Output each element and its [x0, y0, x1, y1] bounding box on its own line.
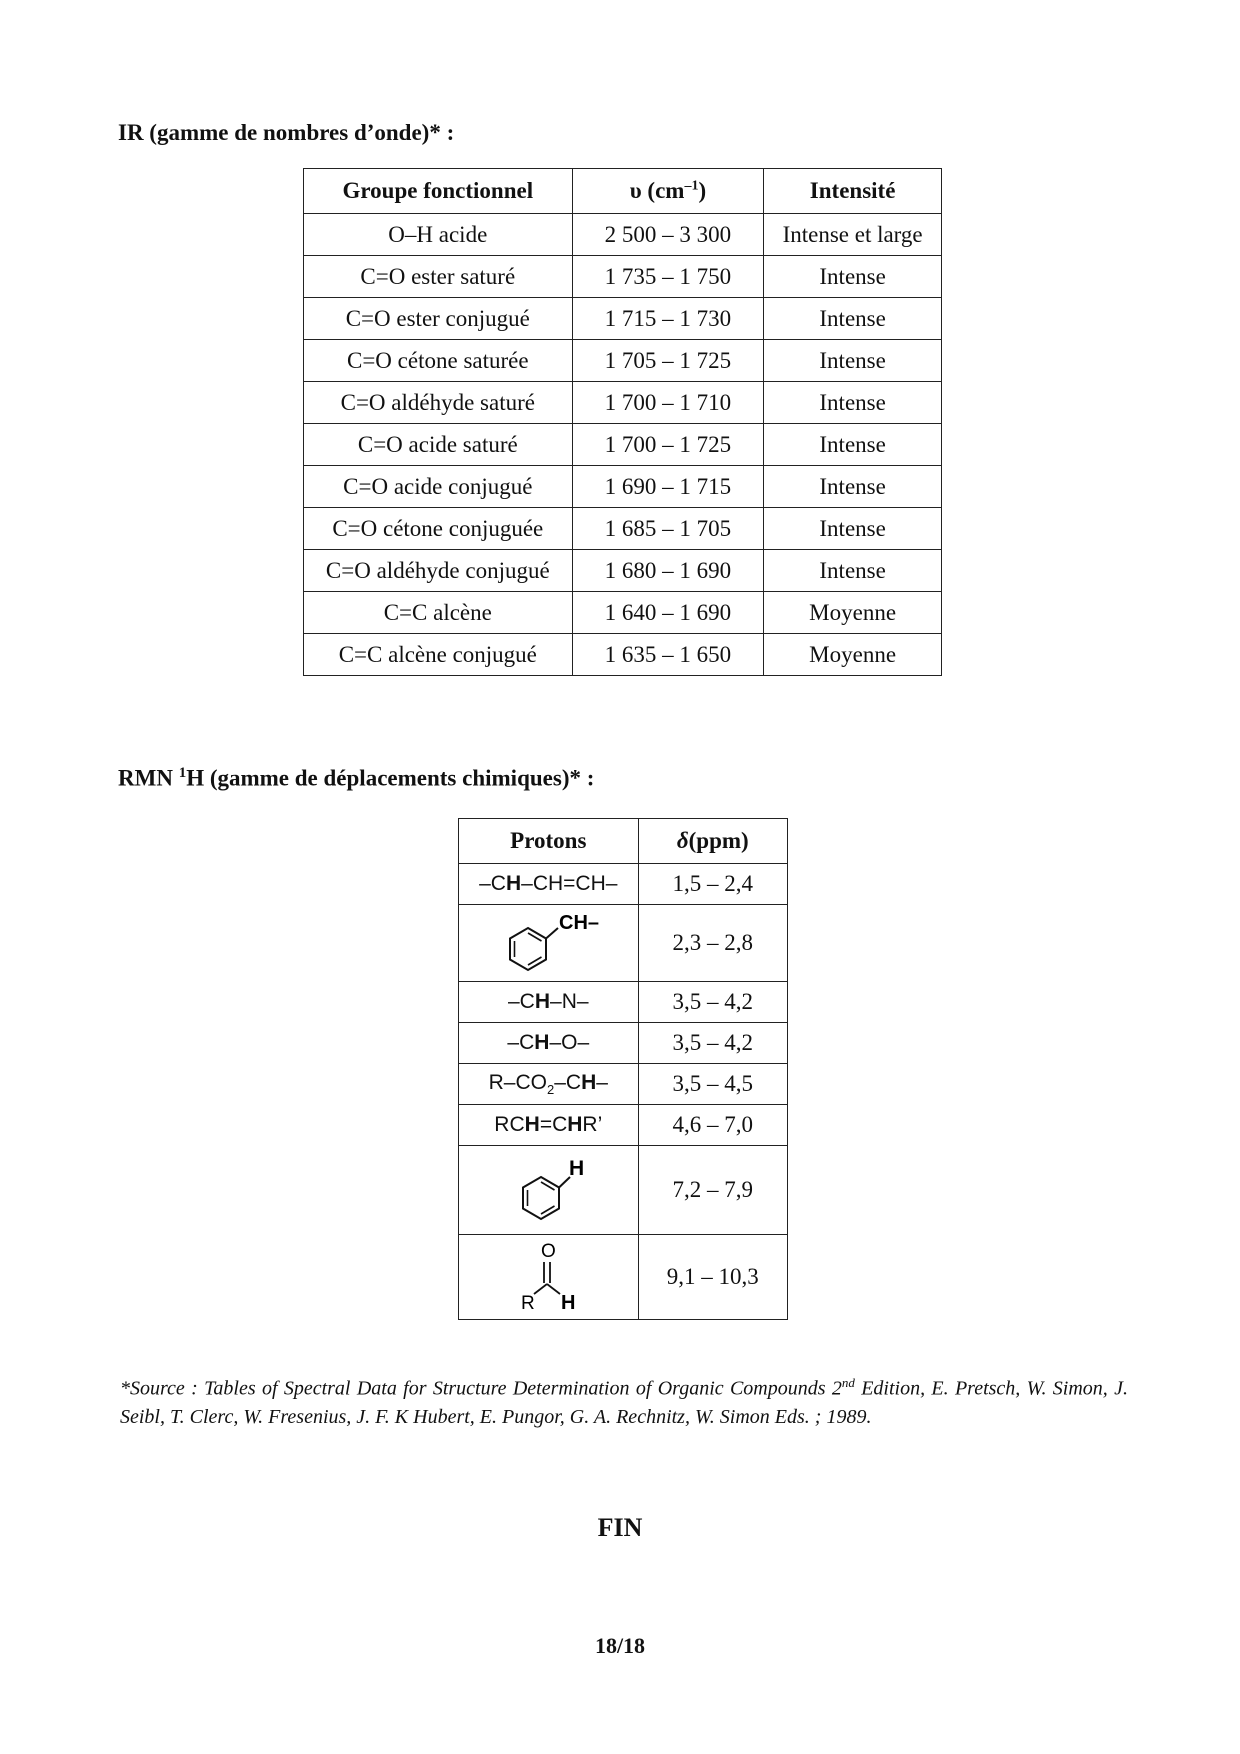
end-marker: FIN — [597, 1513, 643, 1542]
source-post: Edition, E. Pretsch, W. Simon, J. Seibl, T. Clerc, W. Fresenius, J. F. K Hubert, E. Pungor, G. A. Rechnitz, W. Simon Eds. ; 1989. — [120, 1377, 1129, 1428]
nu-symbol: υ — [629, 178, 642, 203]
ir-group-cell: C=O acide conjugué — [304, 466, 573, 508]
ir-header-row — [304, 169, 942, 214]
ir-range-cell: 1 635 – 1 650 — [572, 634, 764, 676]
nmr-protons-cell — [459, 1023, 639, 1064]
ir-group-cell: C=O cétone saturée — [304, 340, 573, 382]
ir-table — [303, 168, 942, 676]
ir-intensity-cell: Intense et large — [764, 214, 942, 256]
struct-ch-label: CH– — [559, 912, 600, 934]
ir-group-cell: C=O cétone conjuguée — [304, 508, 573, 550]
ir-group-cell: C=C alcène — [304, 592, 573, 634]
proton-bold-h: H — [581, 1070, 597, 1094]
ir-row — [304, 214, 942, 256]
nmr-heading-post: H (gamme de déplacements chimiques)* : — [186, 765, 595, 791]
nmr-protons-cell — [459, 864, 639, 905]
nmr-row — [459, 982, 788, 1023]
nmr-heading-sup: 1 — [178, 765, 187, 781]
ir-range-cell: 1 705 – 1 725 — [572, 340, 764, 382]
nmr-row — [459, 1064, 788, 1105]
proton-text: –C — [479, 872, 506, 895]
nmr-delta-cell: 3,5 – 4,2 — [638, 1023, 787, 1064]
nu-exp: –1 — [684, 178, 699, 194]
source-note — [120, 1369, 1128, 1431]
ir-heading: IR (gamme de nombres d’onde)* : — [118, 120, 455, 145]
ir-intensity-cell: Intense — [764, 508, 942, 550]
nmr-row — [459, 1105, 788, 1146]
ir-group-cell: C=O aldéhyde saturé — [304, 382, 573, 424]
ir-intensity-cell: Moyenne — [764, 634, 942, 676]
nmr-heading — [118, 765, 594, 792]
nmr-protons-cell — [459, 1064, 639, 1105]
nmr-delta-cell: 1,5 – 2,4 — [638, 864, 787, 905]
nmr-row — [459, 1023, 788, 1064]
nu-unit-pre: (cm — [647, 178, 685, 203]
nmr-protons-cell — [459, 1105, 639, 1146]
proton-text: –C — [507, 1031, 535, 1054]
struct-r-label: R — [521, 1293, 536, 1314]
proton-text: R’ — [582, 1113, 603, 1136]
nmr-protons-cell — [459, 982, 639, 1023]
ir-intensity-cell: Intense — [764, 550, 942, 592]
ir-range-cell: 1 680 – 1 690 — [572, 550, 764, 592]
proton-subscript: 2 — [546, 1082, 555, 1098]
nmr-protons-cell — [459, 1235, 639, 1320]
ir-intensity-cell: Intense — [764, 340, 942, 382]
ir-range-cell: 2 500 – 3 300 — [572, 214, 764, 256]
ir-group-cell: O–H acide — [304, 214, 573, 256]
ir-row — [304, 634, 942, 676]
ir-intensity-cell: Intense — [764, 382, 942, 424]
nmr-delta-cell: 7,2 – 7,9 — [638, 1146, 787, 1235]
proton-text: R–CO — [488, 1070, 547, 1094]
ir-group-cell: C=C alcène conjugué — [304, 634, 573, 676]
aldehyde-structure — [498, 1239, 598, 1315]
nmr-row — [459, 905, 788, 982]
nmr-row — [459, 1146, 788, 1235]
nmr-row — [459, 1235, 788, 1320]
struct-h-label: H — [569, 1157, 585, 1180]
nmr-delta-cell: 9,1 – 10,3 — [638, 1235, 787, 1320]
ir-range-cell: 1 685 – 1 705 — [572, 508, 764, 550]
delta-unit: (ppm) — [688, 828, 749, 853]
ir-range-cell: 1 715 – 1 730 — [572, 298, 764, 340]
ir-range-cell: 1 700 – 1 725 — [572, 424, 764, 466]
proton-text: RC — [494, 1113, 525, 1136]
proton-bold-h: H — [534, 990, 551, 1013]
struct-o-label: O — [541, 1241, 557, 1262]
ir-group-cell: C=O ester saturé — [304, 256, 573, 298]
nmr-delta-cell: 2,3 – 2,8 — [638, 905, 787, 982]
nmr-heading-pre: RMN — [118, 765, 179, 791]
ir-row — [304, 340, 942, 382]
proton-text: – — [596, 1070, 608, 1094]
nmr-protons-cell — [459, 905, 639, 982]
ir-intensity-cell: Intense — [764, 424, 942, 466]
nmr-delta-cell: 3,5 – 4,5 — [638, 1064, 787, 1105]
ir-col-wavenumber — [572, 169, 764, 214]
nmr-col-delta — [638, 819, 787, 864]
proton-text: –C — [554, 1070, 582, 1094]
ir-col-group: Groupe fonctionnel — [304, 169, 573, 214]
ir-range-cell: 1 640 – 1 690 — [572, 592, 764, 634]
proton-text: –N– — [550, 990, 589, 1013]
ir-group-cell: C=O aldéhyde conjugué — [304, 550, 573, 592]
ir-row — [304, 256, 942, 298]
nmr-protons-cell — [459, 1146, 639, 1235]
nmr-header-row — [459, 819, 788, 864]
ir-row — [304, 382, 942, 424]
proton-text: –C — [508, 990, 535, 1013]
proton-bold-h: H — [567, 1113, 583, 1136]
ir-group-cell: C=O ester conjugué — [304, 298, 573, 340]
ir-col-intensity: Intensité — [764, 169, 942, 214]
ir-intensity-cell: Intense — [764, 466, 942, 508]
benzyl-ch-structure — [488, 910, 608, 976]
nmr-row — [459, 864, 788, 905]
ir-row — [304, 508, 942, 550]
nmr-col-protons: Protons — [459, 819, 639, 864]
ir-row — [304, 466, 942, 508]
ir-range-cell: 1 735 – 1 750 — [572, 256, 764, 298]
ir-intensity-cell: Intense — [764, 298, 942, 340]
proton-bold-h: H — [534, 1031, 550, 1054]
page-number: 18/18 — [594, 1633, 646, 1658]
nmr-delta-cell: 4,6 – 7,0 — [638, 1105, 787, 1146]
ir-range-cell: 1 690 – 1 715 — [572, 466, 764, 508]
struct-h-label: H — [561, 1292, 576, 1314]
benzene-h-structure — [498, 1153, 598, 1227]
ir-intensity-cell: Moyenne — [764, 592, 942, 634]
delta-symbol: δ — [676, 828, 689, 853]
proton-bold-h: H — [505, 872, 522, 895]
ir-row — [304, 298, 942, 340]
ir-intensity-cell: Intense — [764, 256, 942, 298]
source-pre: *Source : Tables of Spectral Data for Structure Determination of Organic Compounds 2 — [120, 1377, 842, 1400]
source-sup: nd — [841, 1375, 855, 1390]
ir-range-cell: 1 700 – 1 710 — [572, 382, 764, 424]
ir-row — [304, 424, 942, 466]
ir-row — [304, 550, 942, 592]
ir-group-cell: C=O acide saturé — [304, 424, 573, 466]
proton-text: –CH=CH– — [521, 872, 618, 895]
proton-text: =C — [539, 1113, 568, 1136]
nmr-delta-cell: 3,5 – 4,2 — [638, 982, 787, 1023]
nmr-table — [458, 818, 788, 1320]
ir-row — [304, 592, 942, 634]
proton-bold-h: H — [524, 1113, 540, 1136]
proton-text: –O– — [549, 1031, 590, 1054]
nu-unit-post: ) — [698, 178, 707, 203]
